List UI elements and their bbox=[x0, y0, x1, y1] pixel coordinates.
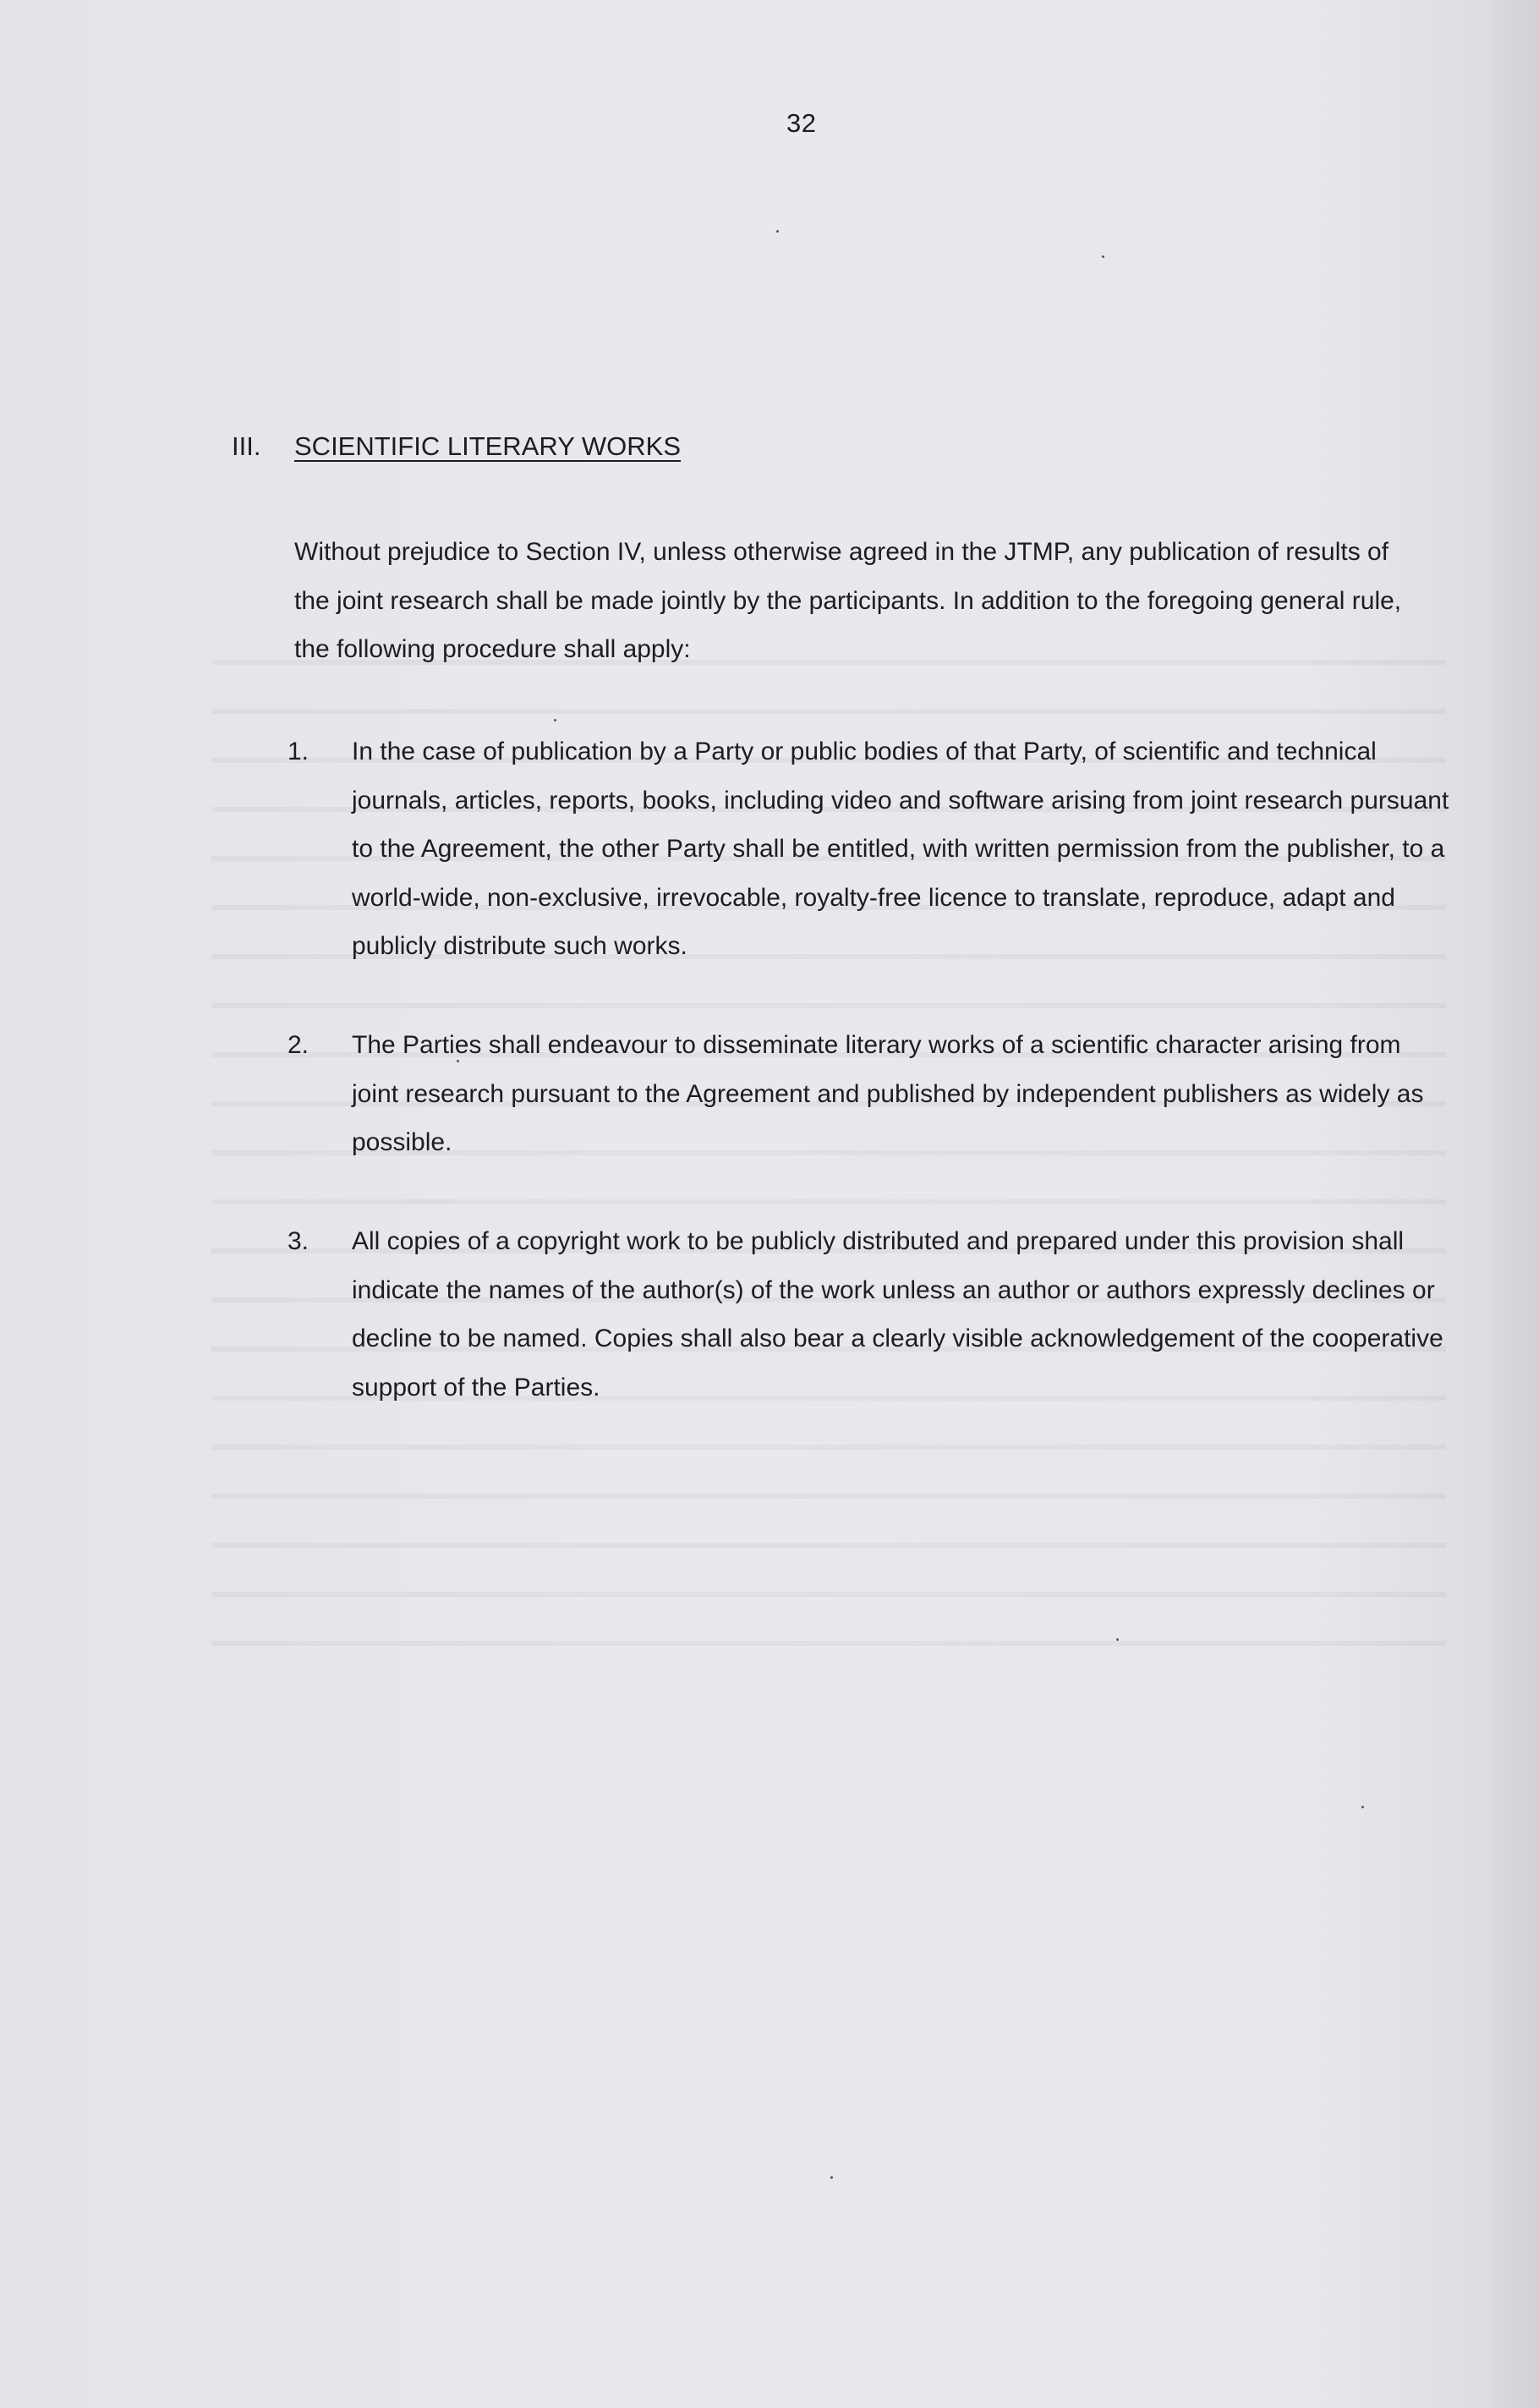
section-title: SCIENTIFIC LITERARY WORKS bbox=[294, 431, 682, 461]
paper-speck bbox=[554, 719, 556, 721]
intro-paragraph: Without prejudice to Section IV, unless otherwise agreed in the JTMP, any publication of results of the joint research shall be made jointly by the participants. In addition to the foregoing general rule, the following procedure shall apply: bbox=[294, 538, 1402, 663]
list-item-text: The Parties shall endeavour to disseminate literary works of a scientific character arising from joint research pursuant to the Agreement and published by independent publishers as widely as possible. bbox=[352, 1031, 1424, 1156]
paper-speck bbox=[830, 2176, 833, 2179]
list-item-number: 2. bbox=[288, 1031, 309, 1059]
section-number: III. bbox=[232, 431, 261, 461]
section-heading bbox=[232, 431, 681, 462]
list-item-1 bbox=[288, 727, 1451, 971]
paper-speck bbox=[776, 230, 779, 233]
list-item-number: 1. bbox=[288, 738, 309, 765]
paper-speck bbox=[1102, 255, 1104, 258]
list-item-3 bbox=[288, 1217, 1451, 1412]
paper-speck bbox=[1361, 1806, 1364, 1808]
paper-speck bbox=[1116, 1638, 1119, 1641]
list-item-2 bbox=[288, 1021, 1451, 1167]
list-item-text: All copies of a copyright work to be publicly distributed and prepared under this provision shall indicate the names of the author(s) of the work unless an author or authors expressly declines or decline to be named. Copies shall also bear a clearly visible acknowledgement of the cooperative support of the Parties. bbox=[352, 1227, 1443, 1401]
paper-speck bbox=[457, 1060, 459, 1062]
list-item-text: In the case of publication by a Party or public bodies of that Party, of scientific and technical journals, articles, reports, books, including video and software arising from joint research pursuant to the Agreement, the other Party shall be entitled, with written permission from the publisher, to a world-wide, non-exclusive, irrevocable, royalty-free licence to translate, reproduce, adapt and publicly distribute such works. bbox=[352, 738, 1449, 960]
page-number: 32 bbox=[786, 108, 817, 138]
list-item-number: 3. bbox=[288, 1227, 309, 1255]
